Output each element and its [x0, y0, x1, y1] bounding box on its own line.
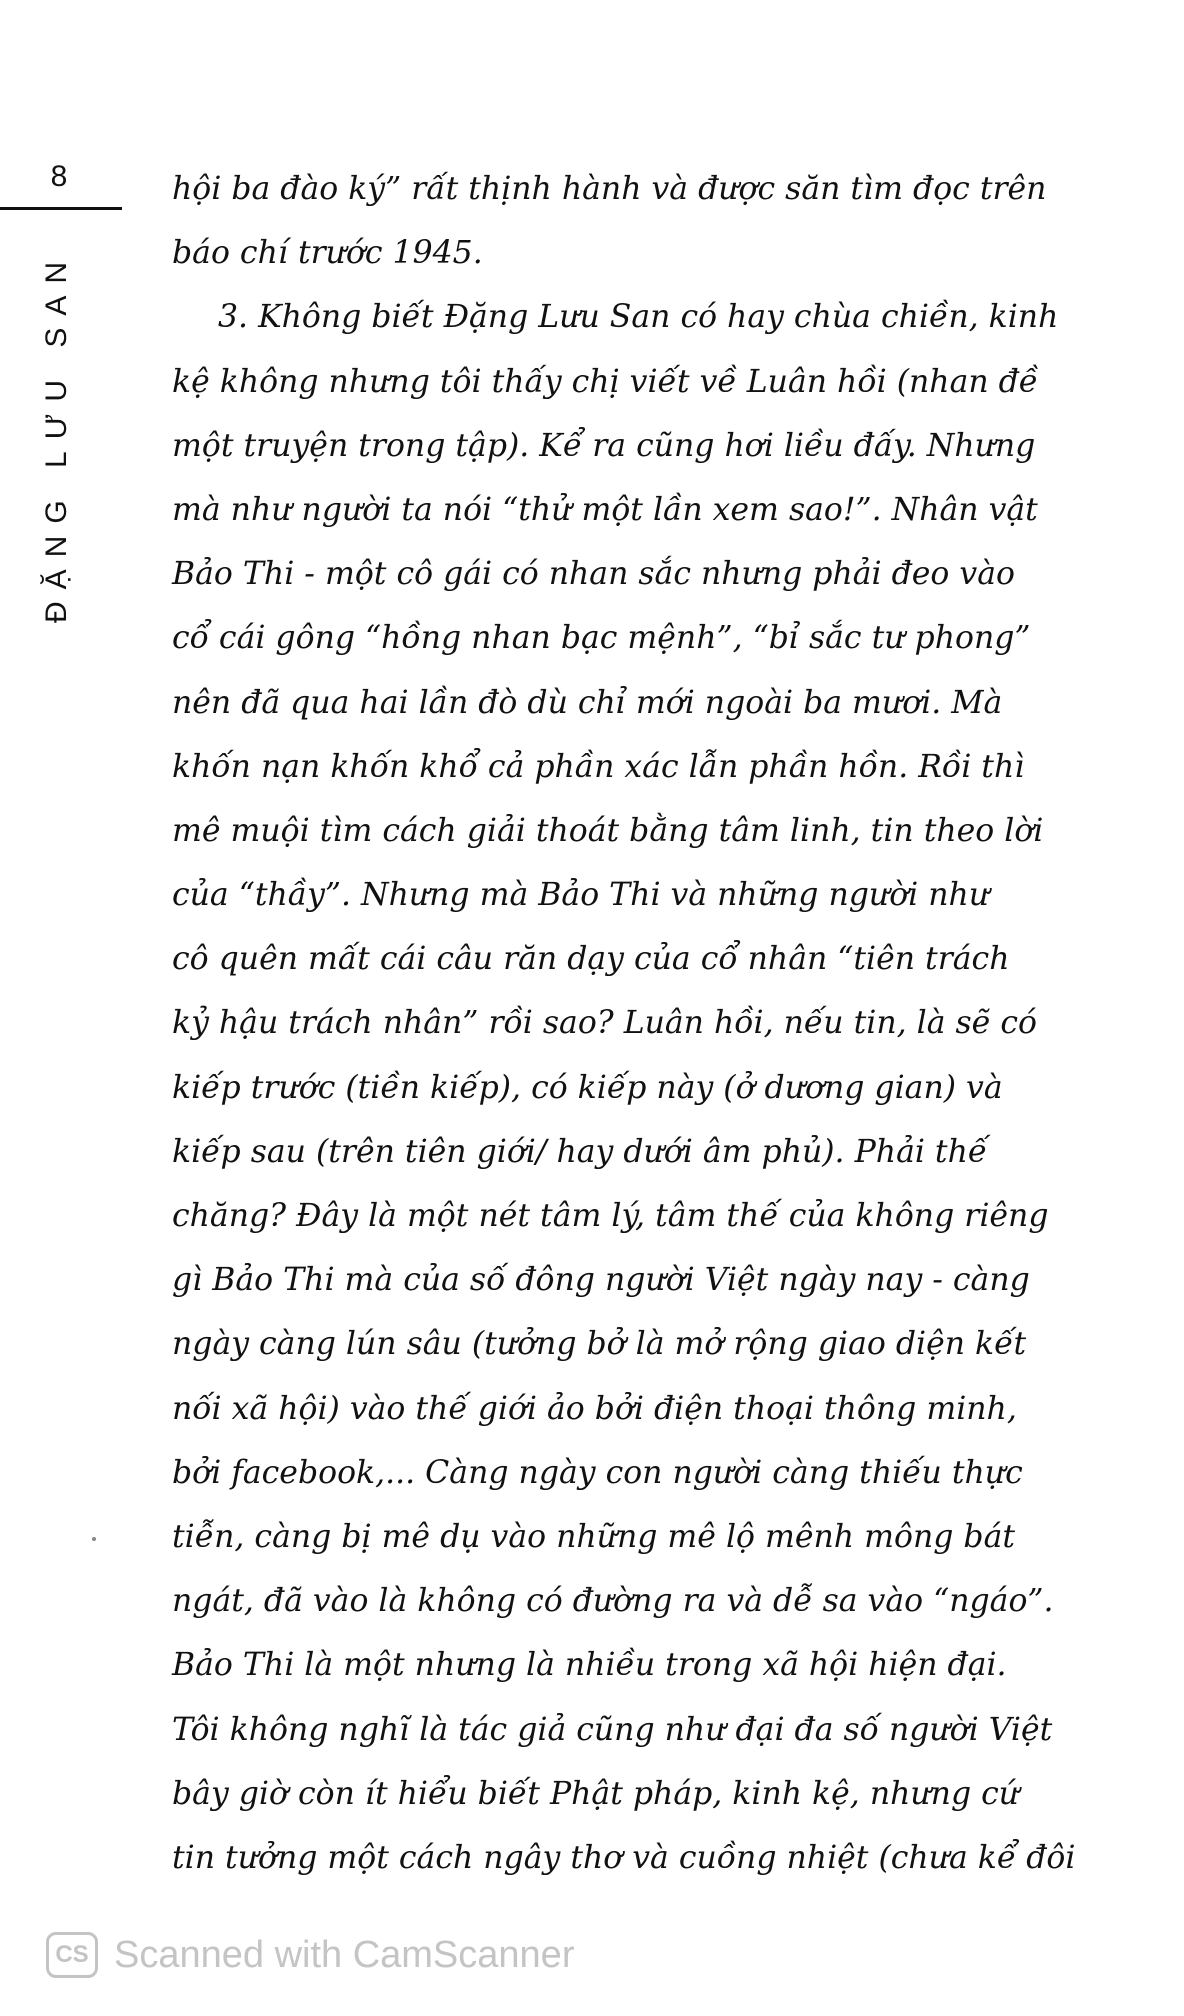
scan-speck — [92, 1537, 96, 1541]
header-rule — [0, 207, 122, 210]
text-line: Bảo Thi - một cô gái có nhan sắc nhưng phải đeo vào — [172, 556, 1015, 593]
text-line: gì Bảo Thi mà của số đông người Việt ngày nay - càng — [172, 1262, 1030, 1299]
text-line: bởi facebook,... Càng ngày con người càng thiếu thực — [172, 1454, 1023, 1491]
camscanner-logo-icon: CS — [46, 1932, 98, 1978]
watermark-text: Scanned with CamScanner — [114, 1933, 575, 1976]
text-line: kiếp trước (tiền kiếp), có kiếp này (ở dương gian) và — [172, 1069, 1003, 1106]
text-line: cô quên mất cái câu răn dạy của cổ nhân “tiên trách — [172, 941, 1010, 978]
text-line: hội ba đào ký” rất thịnh hành và được săn tìm đọc trên — [172, 171, 1047, 207]
text-line: cổ cái gông “hồng nhan bạc mệnh”, “bỉ sắc tư phong” — [172, 620, 1031, 657]
text-line: nối xã hội) vào thế giới ảo bởi điện thoại thông minh, — [172, 1390, 1017, 1427]
text-line: kiếp sau (trên tiên giới/ hay dưới âm phủ). Phải thế — [172, 1133, 988, 1170]
text-line: tin tưởng một cách ngây thơ và cuồng nhiệt (chưa kể đôi — [172, 1839, 1076, 1876]
page-number: 8 — [50, 160, 68, 193]
text-line: mà như người ta nói “thử một lần xem sao!”. Nhân vật — [172, 491, 1038, 528]
scanner-watermark — [46, 1927, 574, 1983]
text-line: kệ không nhưng tôi thấy chị viết về Luân hồi (nhan đề — [172, 363, 1039, 400]
text-line: báo chí trước 1945. — [172, 235, 483, 272]
text-line: chăng? Đây là một nét tâm lý, tâm thế của không riêng — [172, 1198, 1049, 1234]
text-line: mê muội tìm cách giải thoát bằng tâm linh, tin theo lời — [172, 812, 1044, 849]
text-line: 3. Không biết Đặng Lưu San có hay chùa chiền, kinh — [218, 299, 1059, 336]
text-line: ngày càng lún sâu (tưởng bở là mở rộng giao diện kết — [172, 1326, 1027, 1363]
text-line: một truyện trong tập). Kể ra cũng hơi liều đấy. Nhưng — [172, 427, 1036, 464]
text-line: Bảo Thi là một nhưng là nhiều trong xã hội hiện đại. — [172, 1647, 1007, 1684]
running-header-author: ĐẶNG LƯU SAN — [40, 250, 73, 624]
text-line: kỷ hậu trách nhân” rồi sao? Luân hồi, nếu tin, là sẽ có — [172, 1005, 1037, 1042]
text-line: tiễn, càng bị mê dụ vào những mê lộ mênh mông bát — [172, 1518, 1016, 1555]
text-line: Tôi không nghĩ là tác giả cũng như đại đa số người Việt — [172, 1711, 1053, 1748]
text-line: khốn nạn khốn khổ cả phần xác lẫn phần hồn. Rồi thì — [172, 748, 1025, 785]
body-text — [172, 157, 1102, 1890]
text-line: nên đã qua hai lần đò dù chỉ mới ngoài ba mươi. Mà — [172, 684, 1003, 721]
text-line: bây giờ còn ít hiểu biết Phật pháp, kinh kệ, nhưng cứ — [172, 1775, 1020, 1812]
text-line: của “thầy”. Nhưng mà Bảo Thi và những người như — [172, 877, 990, 914]
text-line: ngát, đã vào là không có đường ra và dễ sa vào “ngáo”. — [172, 1583, 1054, 1620]
